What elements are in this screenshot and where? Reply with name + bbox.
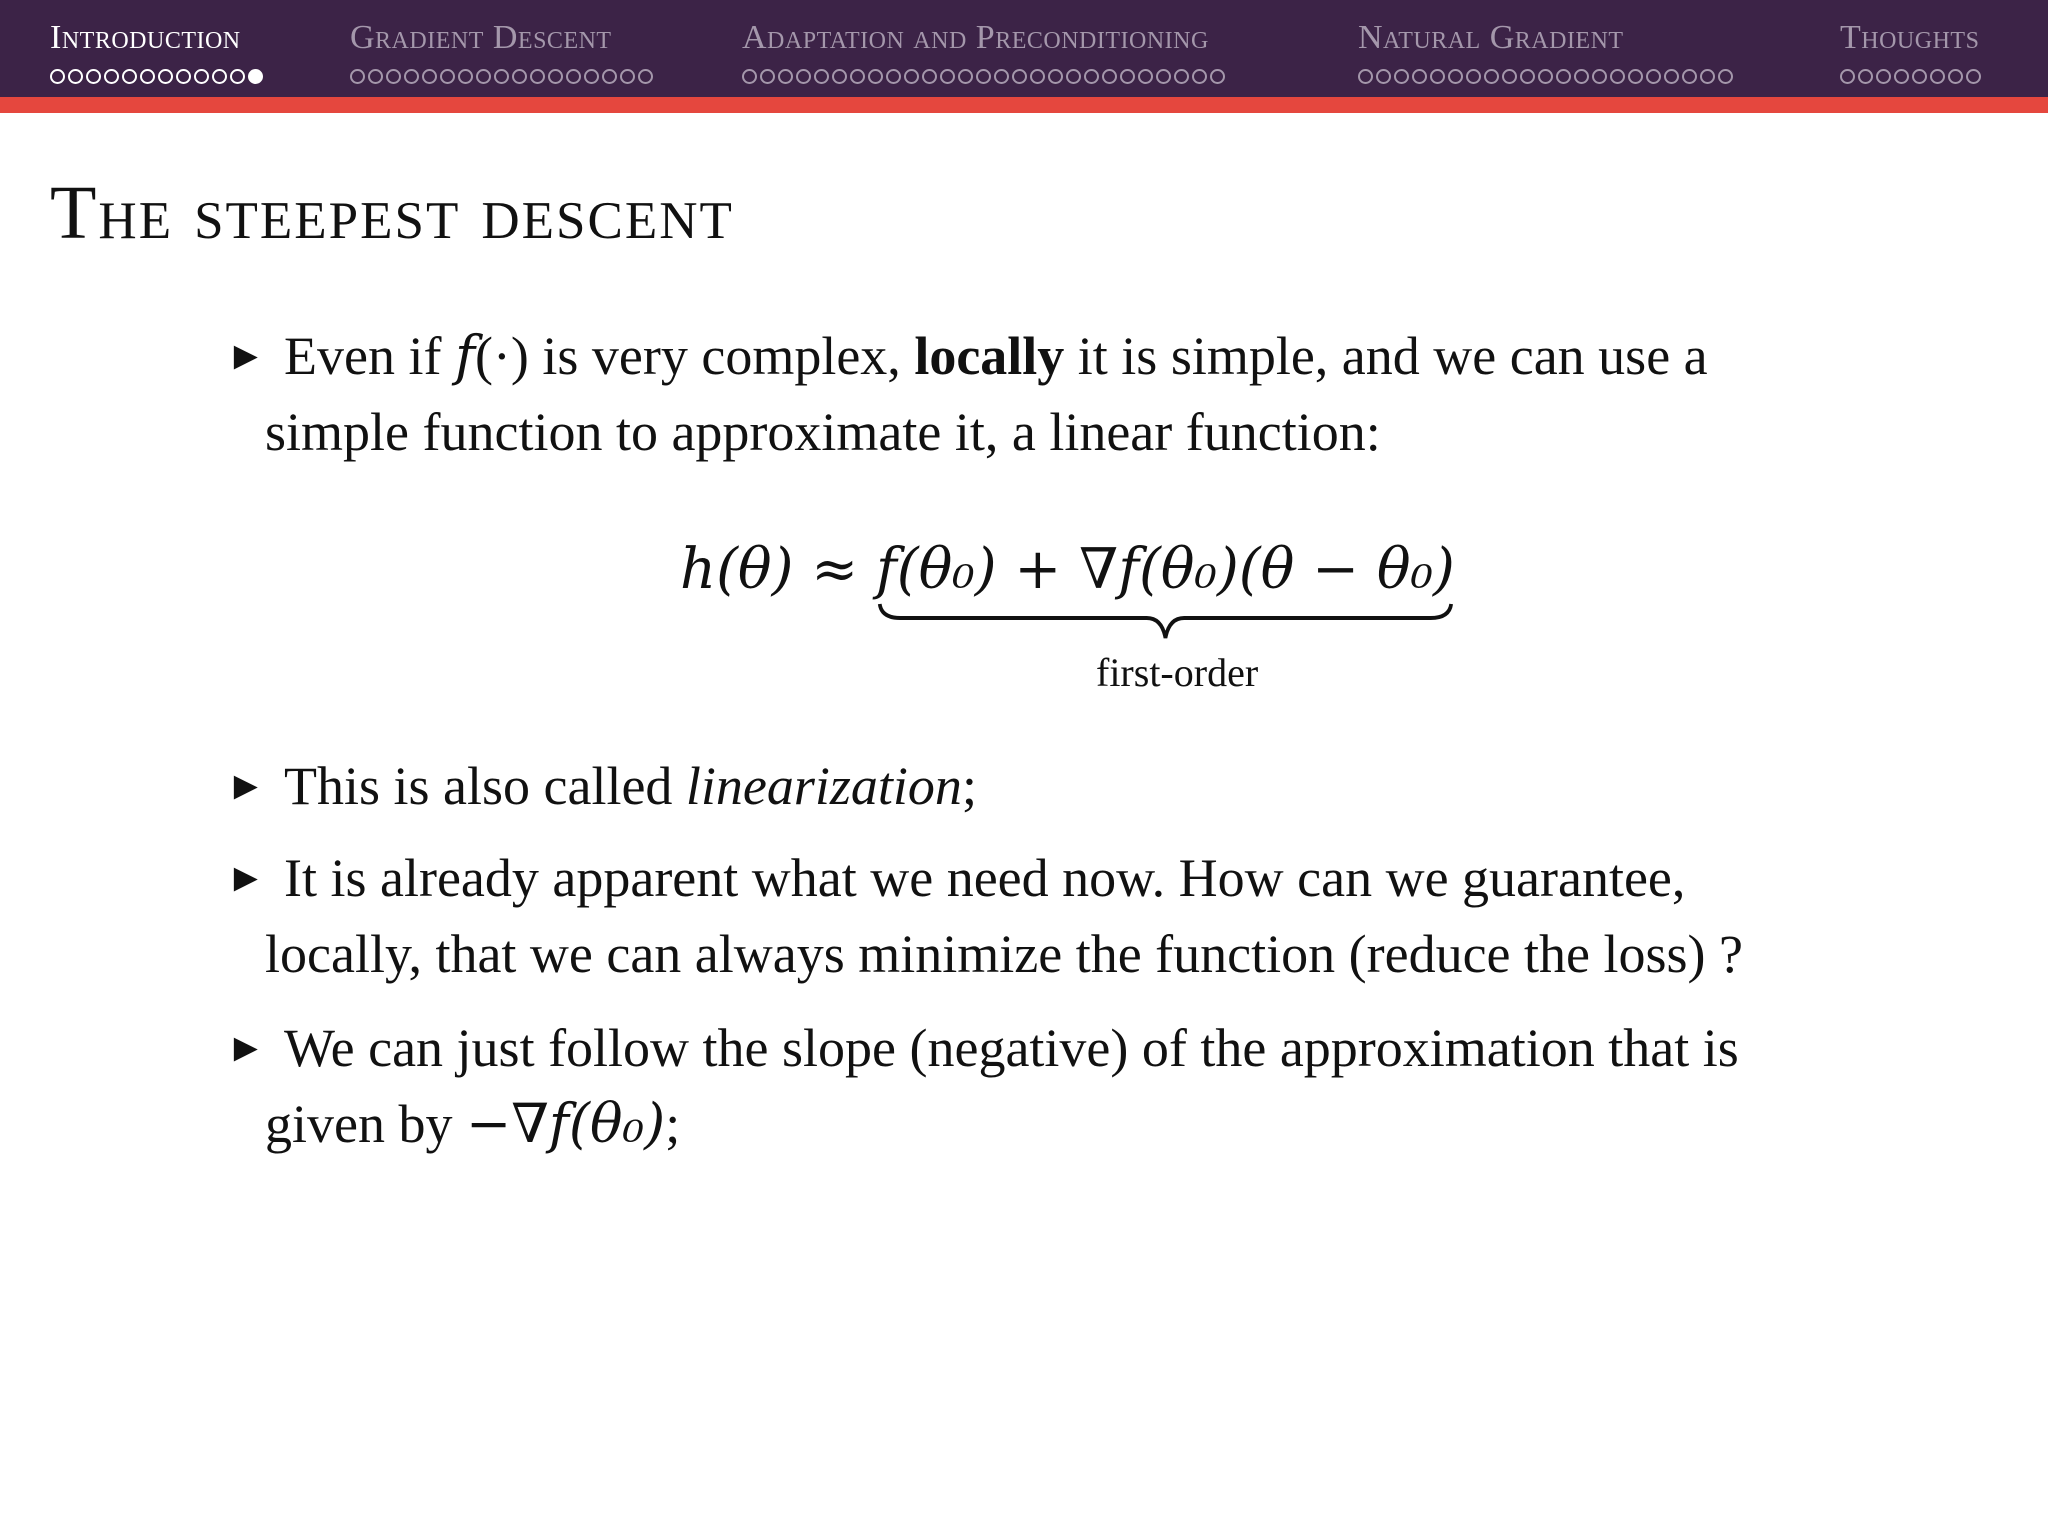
nav-slide-dot[interactable] xyxy=(1484,69,1499,84)
linearization-equation xyxy=(680,530,1455,610)
nav-slide-dot[interactable] xyxy=(212,69,227,84)
nav-slide-dot[interactable] xyxy=(458,69,473,84)
nav-slide-dot[interactable] xyxy=(548,69,563,84)
nav-slide-dot[interactable] xyxy=(620,69,635,84)
bullet-text: This is also called xyxy=(284,756,686,816)
nav-slide-dot[interactable] xyxy=(122,69,137,84)
nav-slide-dot[interactable] xyxy=(1664,69,1679,84)
nav-slide-dot[interactable] xyxy=(566,69,581,84)
nav-slide-dot[interactable] xyxy=(958,69,973,84)
nav-slide-dot[interactable] xyxy=(50,69,65,84)
nav-section-title[interactable]: Thoughts xyxy=(1840,19,1980,56)
nav-slide-dot[interactable] xyxy=(1966,69,1981,84)
nav-slide-dot[interactable] xyxy=(796,69,811,84)
nav-slide-dot[interactable] xyxy=(778,69,793,84)
bullet-text: We can just follow the slope (negative) of the approximation that is xyxy=(284,1018,1739,1078)
nav-slide-dot[interactable] xyxy=(68,69,83,84)
nav-slide-dot[interactable] xyxy=(1138,69,1153,84)
nav-slide-dot[interactable] xyxy=(584,69,599,84)
nav-slide-dot[interactable] xyxy=(86,69,101,84)
nav-section-thoughts[interactable] xyxy=(1840,18,1981,86)
nav-slide-dot[interactable] xyxy=(1466,69,1481,84)
nav-slide-dot[interactable] xyxy=(1066,69,1081,84)
bullet-text: (·) is very complex, xyxy=(474,326,915,386)
nav-slide-dot[interactable] xyxy=(1430,69,1445,84)
nav-slide-dot[interactable] xyxy=(1174,69,1189,84)
nav-slide-dot[interactable] xyxy=(602,69,617,84)
nav-slide-dot[interactable] xyxy=(994,69,1009,84)
nav-slide-dot[interactable] xyxy=(1520,69,1535,84)
nav-slide-dot[interactable] xyxy=(1646,69,1661,84)
slide-title: The steepest descent xyxy=(50,171,734,255)
nav-slide-dot[interactable] xyxy=(1084,69,1099,84)
nav-slide-dot[interactable] xyxy=(976,69,991,84)
equation-lhs: h(θ) ≈ xyxy=(680,537,876,602)
nav-slide-dot[interactable] xyxy=(176,69,191,84)
nav-slide-dot[interactable] xyxy=(1120,69,1135,84)
nav-slide-dot[interactable] xyxy=(1610,69,1625,84)
nav-section-title[interactable]: Gradient Descent xyxy=(350,19,612,56)
equation-rhs: f(θ₀) + ∇f(θ₀)(θ − θ₀) xyxy=(876,537,1455,602)
nav-slide-dot[interactable] xyxy=(1030,69,1045,84)
nav-slide-dot[interactable] xyxy=(140,69,155,84)
nav-slide-dot[interactable] xyxy=(904,69,919,84)
nav-slide-dot[interactable] xyxy=(1682,69,1697,84)
nav-slide-dot[interactable] xyxy=(1628,69,1643,84)
bullet-text: ; xyxy=(665,1094,681,1154)
bullet-text-continued: simple function to approximate it, a linear function: xyxy=(265,402,1381,462)
nav-slide-dot[interactable] xyxy=(1858,69,1873,84)
bullet-text-continued xyxy=(207,1086,1847,1162)
nav-slide-dot[interactable] xyxy=(350,69,365,84)
nav-slide-dot[interactable] xyxy=(422,69,437,84)
nav-slide-dot[interactable] xyxy=(1448,69,1463,84)
nav-section-introduction[interactable] xyxy=(50,18,263,86)
nav-slide-dot[interactable] xyxy=(1192,69,1207,84)
nav-slide-dot[interactable] xyxy=(1156,69,1171,84)
nav-progress-dots xyxy=(50,66,263,86)
math-f: f xyxy=(454,324,475,387)
nav-slide-dot[interactable] xyxy=(1700,69,1715,84)
nav-slide-dot[interactable] xyxy=(638,69,653,84)
section-navigation-bar xyxy=(0,0,2048,97)
nav-slide-dot[interactable] xyxy=(230,69,245,84)
nav-slide-dot[interactable] xyxy=(1894,69,1909,84)
nav-slide-dot[interactable] xyxy=(886,69,901,84)
nav-slide-dot[interactable] xyxy=(922,69,937,84)
nav-slide-dot[interactable] xyxy=(850,69,865,84)
nav-slide-dot[interactable] xyxy=(832,69,847,84)
nav-slide-dot[interactable] xyxy=(1538,69,1553,84)
nav-slide-dot[interactable] xyxy=(760,69,775,84)
nav-slide-dot[interactable] xyxy=(494,69,509,84)
bullet-text: given by xyxy=(265,1094,466,1154)
bullet-marker-icon: ► xyxy=(226,333,266,378)
nav-section-title[interactable]: Introduction xyxy=(50,19,241,56)
nav-slide-dot[interactable] xyxy=(476,69,491,84)
nav-slide-dot[interactable] xyxy=(248,69,263,84)
bullet-text: It is already apparent what we need now. How can we guarantee, xyxy=(284,848,1686,908)
bullet-item-3 xyxy=(226,840,1866,992)
nav-slide-dot[interactable] xyxy=(868,69,883,84)
nav-slide-dot[interactable] xyxy=(194,69,209,84)
nav-slide-dot[interactable] xyxy=(1930,69,1945,84)
nav-slide-dot[interactable] xyxy=(1556,69,1571,84)
underbrace-icon xyxy=(876,602,1455,642)
nav-slide-dot[interactable] xyxy=(158,69,173,84)
nav-slide-dot[interactable] xyxy=(368,69,383,84)
nav-slide-dot[interactable] xyxy=(1012,69,1027,84)
nav-slide-dot[interactable] xyxy=(1718,69,1733,84)
nav-slide-dot[interactable] xyxy=(940,69,955,84)
nav-progress-dots xyxy=(1840,66,1981,86)
nav-slide-dot[interactable] xyxy=(1210,69,1225,84)
nav-slide-dot[interactable] xyxy=(1376,69,1391,84)
nav-slide-dot[interactable] xyxy=(530,69,545,84)
nav-slide-dot[interactable] xyxy=(1948,69,1963,84)
nav-slide-dot[interactable] xyxy=(1412,69,1427,84)
bullet-item-1 xyxy=(226,318,1866,470)
nav-slide-dot[interactable] xyxy=(1358,69,1373,84)
nav-section-title[interactable]: Adaptation and Preconditioning xyxy=(742,19,1209,56)
nav-slide-dot[interactable] xyxy=(1502,69,1517,84)
nav-slide-dot[interactable] xyxy=(1048,69,1063,84)
nav-progress-dots xyxy=(1358,66,1733,86)
italic-term: linearization xyxy=(685,756,962,816)
underbraced-term xyxy=(876,530,1455,610)
nav-slide-dot[interactable] xyxy=(1876,69,1891,84)
bullet-text-continued: locally, that we can always minimize the function (reduce the loss) ? xyxy=(265,924,1743,984)
nav-slide-dot[interactable] xyxy=(742,69,757,84)
underbrace-label: first-order xyxy=(1096,650,1259,695)
bullet-text: Even if xyxy=(284,326,455,386)
nav-slide-dot[interactable] xyxy=(512,69,527,84)
bullet-text: ; xyxy=(961,756,977,816)
header-accent-line xyxy=(0,97,2048,113)
math-negative-gradient: −∇f(θ₀) xyxy=(465,1092,666,1155)
nav-slide-dot[interactable] xyxy=(386,69,401,84)
bold-term: locally xyxy=(914,326,1065,386)
nav-progress-dots xyxy=(742,66,1225,86)
nav-section-gradient-descent[interactable] xyxy=(350,18,653,86)
nav-slide-dot[interactable] xyxy=(440,69,455,84)
nav-section-adaptation-and-preconditioning[interactable] xyxy=(742,18,1225,86)
nav-slide-dot[interactable] xyxy=(1912,69,1927,84)
nav-slide-dot[interactable] xyxy=(1592,69,1607,84)
nav-slide-dot[interactable] xyxy=(404,69,419,84)
nav-progress-dots xyxy=(350,66,653,86)
nav-slide-dot[interactable] xyxy=(1840,69,1855,84)
nav-slide-dot[interactable] xyxy=(814,69,829,84)
nav-section-title[interactable]: Natural Gradient xyxy=(1358,19,1624,56)
nav-slide-dot[interactable] xyxy=(1394,69,1409,84)
nav-slide-dot[interactable] xyxy=(1102,69,1117,84)
nav-section-natural-gradient[interactable] xyxy=(1358,18,1733,86)
bullet-marker-icon: ► xyxy=(226,1025,266,1070)
nav-slide-dot[interactable] xyxy=(1574,69,1589,84)
bullet-item-4 xyxy=(226,1010,1866,1162)
bullet-text: it is simple, and we can use a xyxy=(1064,326,1708,386)
bullet-marker-icon: ► xyxy=(226,855,266,900)
nav-slide-dot[interactable] xyxy=(104,69,119,84)
bullet-marker-icon: ► xyxy=(226,763,266,808)
bullet-item-2 xyxy=(226,748,1866,824)
